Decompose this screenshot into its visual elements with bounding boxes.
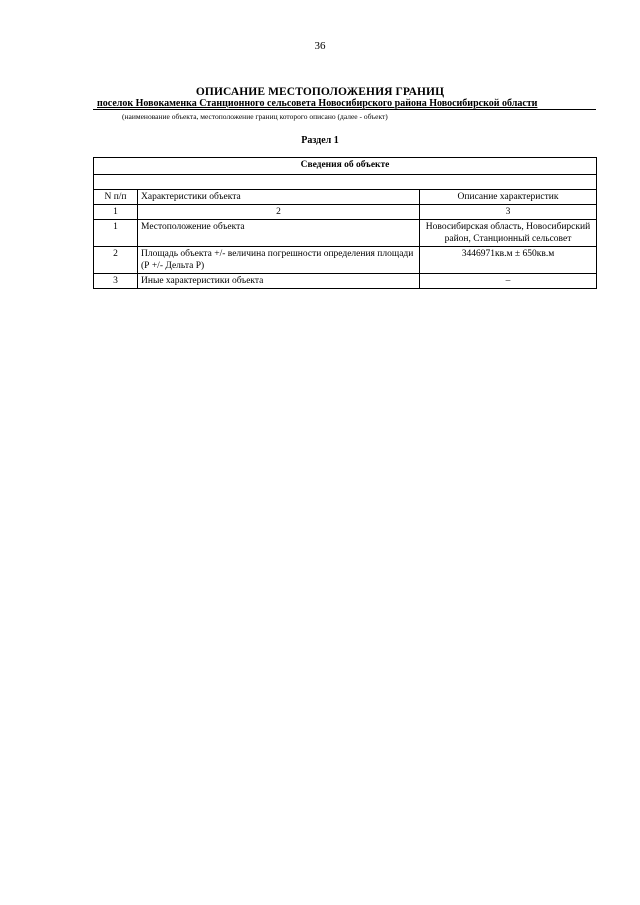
table-row <box>94 247 597 274</box>
row-description: Новосибирская область, Новосибирский район, Станционный сельсовет <box>420 220 597 247</box>
table-row <box>94 274 597 289</box>
object-name-caption: (наименование объекта, местоположение границ которого описано (далее - объект) <box>122 112 388 121</box>
document-title: ОПИСАНИЕ МЕСТОПОЛОЖЕНИЯ ГРАНИЦ <box>195 86 445 98</box>
row-description: – <box>420 274 597 289</box>
table-header-row <box>94 190 597 205</box>
index-cell-3: 3 <box>420 205 597 220</box>
row-characteristic: Площадь объекта +/- величина погрешности определения площади (Р +/- Дельта Р) <box>138 247 420 274</box>
row-num: 2 <box>94 247 138 274</box>
table-index-row <box>94 205 597 220</box>
header-description: Описание характеристик <box>420 190 597 205</box>
header-characteristic: Характеристики объекта <box>138 190 420 205</box>
row-num: 1 <box>94 220 138 247</box>
page-number: 36 <box>314 40 326 52</box>
object-name-underline <box>93 109 596 110</box>
row-characteristic: Местоположение объекта <box>138 220 420 247</box>
row-characteristic: Иные характеристики объекта <box>138 274 420 289</box>
object-info-table <box>93 157 597 289</box>
row-num: 3 <box>94 274 138 289</box>
object-name: поселок Новокаменка Станционного сельсовета Новосибирского района Новосибирской области <box>97 98 538 109</box>
table-spacer-cell <box>94 175 597 190</box>
table-spacer-row <box>94 175 597 190</box>
section-title: Раздел 1 <box>301 135 339 146</box>
table-caption: Сведения об объекте <box>94 158 597 175</box>
index-cell-1: 1 <box>94 205 138 220</box>
header-num: N п/п <box>94 190 138 205</box>
table-row <box>94 220 597 247</box>
index-cell-2: 2 <box>138 205 420 220</box>
row-description: 3446971кв.м ± 650кв.м <box>420 247 597 274</box>
